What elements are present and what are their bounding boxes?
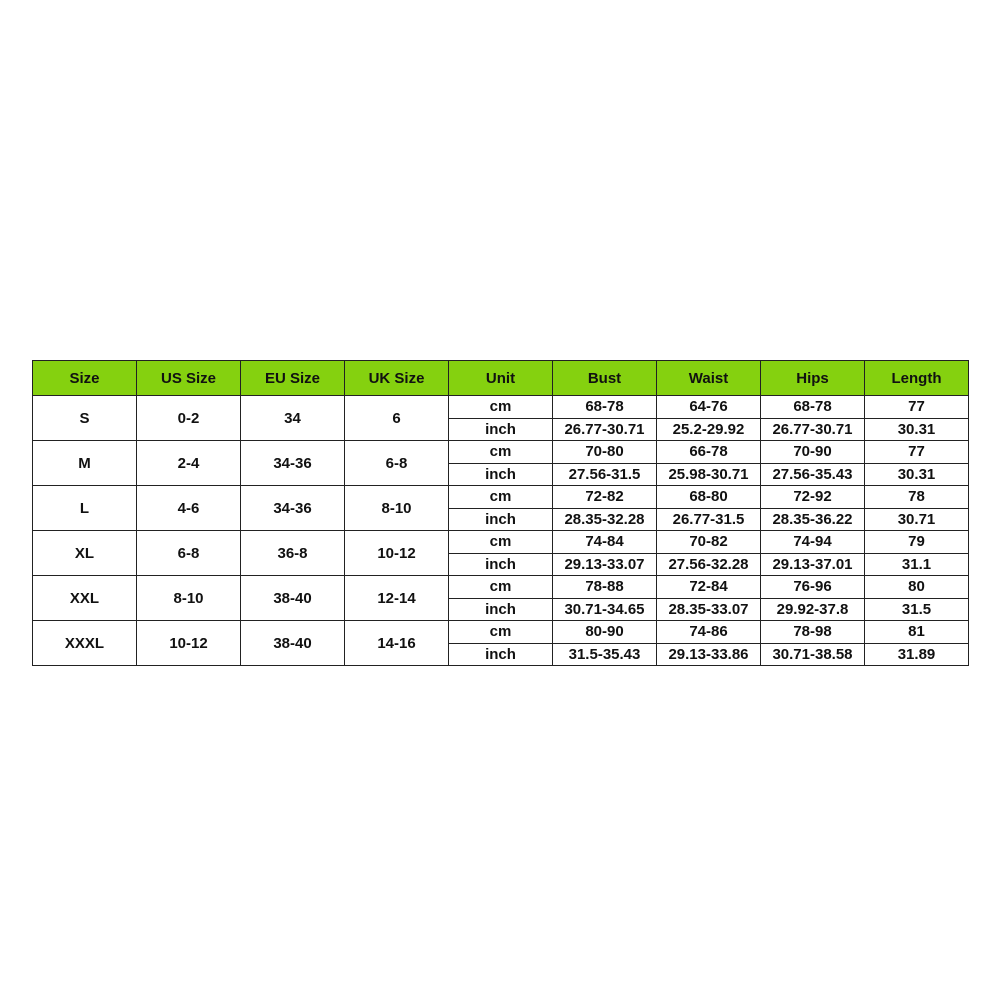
eu-size-cell: 36-8 bbox=[241, 531, 345, 576]
bust-cell: 70-80 bbox=[553, 441, 657, 464]
eu-size-cell: 34-36 bbox=[241, 486, 345, 531]
header-uk-size: UK Size bbox=[345, 361, 449, 396]
size-cell: XXXL bbox=[33, 621, 137, 666]
length-cell: 31.5 bbox=[865, 598, 969, 621]
size-cell: L bbox=[33, 486, 137, 531]
hips-cell: 68-78 bbox=[761, 396, 865, 419]
table-row bbox=[33, 396, 969, 419]
table-row bbox=[33, 441, 969, 464]
length-cell: 80 bbox=[865, 576, 969, 599]
hips-cell: 27.56-35.43 bbox=[761, 463, 865, 486]
size-chart-body bbox=[33, 396, 969, 666]
header-hips: Hips bbox=[761, 361, 865, 396]
length-cell: 79 bbox=[865, 531, 969, 554]
hips-cell: 74-94 bbox=[761, 531, 865, 554]
length-cell: 78 bbox=[865, 486, 969, 509]
unit-cell: cm bbox=[449, 396, 553, 419]
waist-cell: 70-82 bbox=[657, 531, 761, 554]
waist-cell: 25.98-30.71 bbox=[657, 463, 761, 486]
waist-cell: 27.56-32.28 bbox=[657, 553, 761, 576]
table-row bbox=[33, 486, 969, 509]
header-eu-size: EU Size bbox=[241, 361, 345, 396]
bust-cell: 74-84 bbox=[553, 531, 657, 554]
header-waist: Waist bbox=[657, 361, 761, 396]
hips-cell: 26.77-30.71 bbox=[761, 418, 865, 441]
waist-cell: 26.77-31.5 bbox=[657, 508, 761, 531]
size-chart-header bbox=[33, 361, 969, 396]
unit-cell: cm bbox=[449, 441, 553, 464]
unit-cell: inch bbox=[449, 463, 553, 486]
us-size-cell: 0-2 bbox=[137, 396, 241, 441]
bust-cell: 72-82 bbox=[553, 486, 657, 509]
hips-cell: 29.13-37.01 bbox=[761, 553, 865, 576]
us-size-cell: 10-12 bbox=[137, 621, 241, 666]
header-bust: Bust bbox=[553, 361, 657, 396]
us-size-cell: 8-10 bbox=[137, 576, 241, 621]
unit-cell: inch bbox=[449, 643, 553, 666]
bust-cell: 27.56-31.5 bbox=[553, 463, 657, 486]
unit-cell: cm bbox=[449, 486, 553, 509]
unit-cell: cm bbox=[449, 576, 553, 599]
eu-size-cell: 38-40 bbox=[241, 621, 345, 666]
length-cell: 30.31 bbox=[865, 463, 969, 486]
hips-cell: 78-98 bbox=[761, 621, 865, 644]
uk-size-cell: 14-16 bbox=[345, 621, 449, 666]
bust-cell: 68-78 bbox=[553, 396, 657, 419]
hips-cell: 76-96 bbox=[761, 576, 865, 599]
eu-size-cell: 34-36 bbox=[241, 441, 345, 486]
us-size-cell: 2-4 bbox=[137, 441, 241, 486]
table-row bbox=[33, 621, 969, 644]
bust-cell: 78-88 bbox=[553, 576, 657, 599]
uk-size-cell: 12-14 bbox=[345, 576, 449, 621]
hips-cell: 72-92 bbox=[761, 486, 865, 509]
header-us-size: US Size bbox=[137, 361, 241, 396]
eu-size-cell: 34 bbox=[241, 396, 345, 441]
bust-cell: 30.71-34.65 bbox=[553, 598, 657, 621]
bust-cell: 26.77-30.71 bbox=[553, 418, 657, 441]
header-unit: Unit bbox=[449, 361, 553, 396]
length-cell: 81 bbox=[865, 621, 969, 644]
hips-cell: 28.35-36.22 bbox=[761, 508, 865, 531]
uk-size-cell: 10-12 bbox=[345, 531, 449, 576]
unit-cell: inch bbox=[449, 553, 553, 576]
size-chart-table bbox=[32, 360, 969, 666]
length-cell: 31.1 bbox=[865, 553, 969, 576]
uk-size-cell: 6 bbox=[345, 396, 449, 441]
bust-cell: 29.13-33.07 bbox=[553, 553, 657, 576]
unit-cell: cm bbox=[449, 621, 553, 644]
waist-cell: 64-76 bbox=[657, 396, 761, 419]
header-length: Length bbox=[865, 361, 969, 396]
bust-cell: 28.35-32.28 bbox=[553, 508, 657, 531]
us-size-cell: 4-6 bbox=[137, 486, 241, 531]
waist-cell: 25.2-29.92 bbox=[657, 418, 761, 441]
eu-size-cell: 38-40 bbox=[241, 576, 345, 621]
length-cell: 77 bbox=[865, 441, 969, 464]
size-cell: M bbox=[33, 441, 137, 486]
waist-cell: 29.13-33.86 bbox=[657, 643, 761, 666]
length-cell: 30.31 bbox=[865, 418, 969, 441]
unit-cell: inch bbox=[449, 598, 553, 621]
length-cell: 30.71 bbox=[865, 508, 969, 531]
table-row bbox=[33, 576, 969, 599]
hips-cell: 29.92-37.8 bbox=[761, 598, 865, 621]
table-row bbox=[33, 531, 969, 554]
waist-cell: 66-78 bbox=[657, 441, 761, 464]
waist-cell: 74-86 bbox=[657, 621, 761, 644]
uk-size-cell: 8-10 bbox=[345, 486, 449, 531]
uk-size-cell: 6-8 bbox=[345, 441, 449, 486]
waist-cell: 28.35-33.07 bbox=[657, 598, 761, 621]
bust-cell: 31.5-35.43 bbox=[553, 643, 657, 666]
hips-cell: 30.71-38.58 bbox=[761, 643, 865, 666]
hips-cell: 70-90 bbox=[761, 441, 865, 464]
waist-cell: 72-84 bbox=[657, 576, 761, 599]
us-size-cell: 6-8 bbox=[137, 531, 241, 576]
size-cell: S bbox=[33, 396, 137, 441]
bust-cell: 80-90 bbox=[553, 621, 657, 644]
unit-cell: inch bbox=[449, 418, 553, 441]
size-cell: XXL bbox=[33, 576, 137, 621]
unit-cell: inch bbox=[449, 508, 553, 531]
length-cell: 31.89 bbox=[865, 643, 969, 666]
waist-cell: 68-80 bbox=[657, 486, 761, 509]
length-cell: 77 bbox=[865, 396, 969, 419]
header-size: Size bbox=[33, 361, 137, 396]
header-row bbox=[33, 361, 969, 396]
size-cell: XL bbox=[33, 531, 137, 576]
unit-cell: cm bbox=[449, 531, 553, 554]
